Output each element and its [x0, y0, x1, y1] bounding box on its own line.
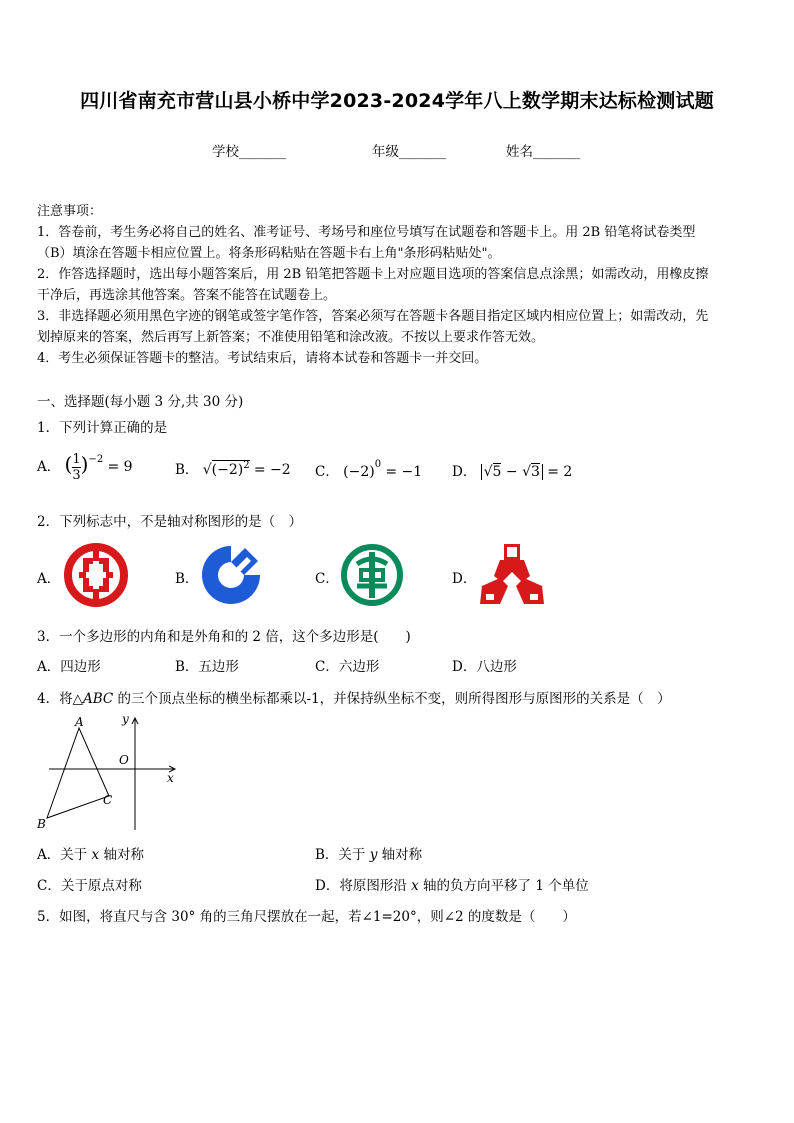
- option-text: D．将原图形沿: [315, 878, 412, 894]
- notes-line: 3．非选择题必须用黑色字迹的钢笔或签字笔作答，答案必须写在答题卡各题目指定区域内相应位置上；如需改动，先: [37, 309, 709, 324]
- q4-option-b: [315, 843, 422, 863]
- q2-stem: 2．下列标志中，不是轴对称图形的是（ ）: [37, 514, 303, 530]
- option-text: 轴对称: [99, 847, 144, 863]
- q2-option-d-label: D．: [452, 571, 477, 587]
- q3-option-d: D．八边形: [452, 659, 517, 675]
- abc-bank-logo-icon: [339, 542, 405, 608]
- variable: x: [411, 878, 419, 894]
- q4-stem-prefix: 4．将△: [37, 691, 83, 707]
- origin-label: O: [119, 753, 129, 767]
- bocom-logo-icon: [476, 542, 548, 608]
- q4-option-c: C．关于原点对称: [37, 878, 142, 894]
- option-text: 轴对称: [377, 847, 423, 863]
- triangle-name: ABC: [82, 691, 114, 707]
- option-text: 轴的负方向平移了 1 个单位: [418, 878, 589, 894]
- q1-option-b: B． $√(-2)^2 = -2$: [175, 460, 291, 478]
- q4-stem: [37, 687, 671, 707]
- variable: x: [91, 847, 100, 863]
- x-axis-label: x: [167, 771, 174, 785]
- option-text: A．关于: [37, 847, 92, 863]
- radicand: (−2): [211, 462, 244, 478]
- q4-stem-suffix: 的三个顶点坐标的横坐标都乘以-1，并保持纵坐标不变，则所得图形与原图形的关系是（ ）: [113, 691, 671, 707]
- ccb-logo-icon: [200, 542, 262, 608]
- vertex-label-b: B: [37, 817, 46, 831]
- q3-option-b: B．五边形: [175, 659, 239, 675]
- q3-stem: 3．一个多边形的内角和是外角和的 2 倍，这个多边形是( ): [37, 629, 411, 645]
- exponent: −2: [88, 454, 104, 465]
- equation-rhs: = 2: [547, 464, 573, 480]
- vertex-label-a: A: [75, 715, 84, 729]
- q3-option-c: C．六边形: [315, 659, 380, 675]
- q2-option-b-label: B．: [175, 571, 199, 587]
- q2-option-c-label: C．: [315, 571, 339, 587]
- q1-option-c: [315, 460, 422, 480]
- notes-line: 划掉原来的答案，然后再写上新答案；不准使用铅笔和涂改液。不按以上要求作答无效。: [37, 330, 545, 345]
- base: (−2): [343, 464, 375, 480]
- option-label: C．: [315, 464, 339, 480]
- q5-stem: 5．如图，将直尺与含 30° 角的三角尺摆放在一起，若∠1=20°，则∠2 的度数是（ ）: [37, 909, 576, 925]
- q1-stem: 1．下列计算正确的是: [37, 420, 168, 436]
- vertex-label-c: C: [103, 793, 113, 807]
- minus-sign: −: [501, 464, 523, 480]
- q4-coordinate-figure: [37, 712, 182, 834]
- q4-option-d: [315, 874, 589, 894]
- equation-rhs: = 9: [107, 459, 133, 475]
- q1-option-d: D． √5 − √3 = 2: [452, 464, 573, 480]
- name-field: 姓名_______: [506, 144, 581, 160]
- option-label: B．: [175, 462, 199, 478]
- option-text: B．关于: [315, 847, 370, 863]
- icbc-logo-icon: [63, 542, 129, 608]
- triangle-abc: [47, 728, 109, 818]
- radicand: 3: [531, 464, 540, 480]
- q1-option-a: A． ( $\frac{1}{3}$ )$^{-2}$ = 9: [37, 452, 133, 483]
- school-field: 学校_______: [212, 144, 287, 160]
- notes-line: 干净后，再选涂其他答案。答案不能答在试题卷上。: [37, 288, 337, 303]
- section-heading: 一、选择题(每小题 3 分,共 30 分): [37, 394, 244, 410]
- fraction-numerator: 1: [72, 452, 81, 467]
- page-title: 四川省南充市营山县小桥中学2023-2024学年八上数学期末达标检测试题: [80, 90, 714, 112]
- exponent: 2: [243, 460, 250, 471]
- y-axis-label: y: [122, 712, 129, 726]
- grade-field: 年级_______: [372, 144, 447, 160]
- radicand: 5: [492, 464, 502, 480]
- q3-option-a: A．四边形: [37, 659, 101, 675]
- option-label: D．: [452, 464, 477, 480]
- notes-heading: 注意事项：: [37, 204, 103, 219]
- notes-line: （B）填涂在答题卡相应位置上。将条形码粘贴在答题卡右上角"条形码粘贴处"。: [37, 246, 501, 261]
- fraction-denominator: 3: [72, 468, 81, 483]
- notes-line: 2．作答选择题时，选出每小题答案后，用 2B 铅笔把答题卡上对应题目选项的答案信息点涂黑；如需改动，用橡皮擦: [37, 267, 709, 282]
- notes-line: 4．考生必须保证答题卡的整洁。考试结束后，请将本试卷和答题卡一并交回。: [37, 351, 488, 366]
- variable: y: [369, 847, 378, 863]
- equation-rhs: = −1: [385, 464, 423, 480]
- option-label: A．: [37, 459, 61, 475]
- notes-line: 1．答卷前，考生务必将自己的姓名、准考证号、考场号和座位号填写在试题卷和答题卡上。用 2B 铅笔将试卷类型: [37, 225, 696, 240]
- equation-rhs: = −2: [253, 462, 291, 478]
- exponent: 0: [374, 459, 382, 470]
- q4-option-a: [37, 843, 144, 863]
- q2-option-a-label: A．: [37, 571, 61, 587]
